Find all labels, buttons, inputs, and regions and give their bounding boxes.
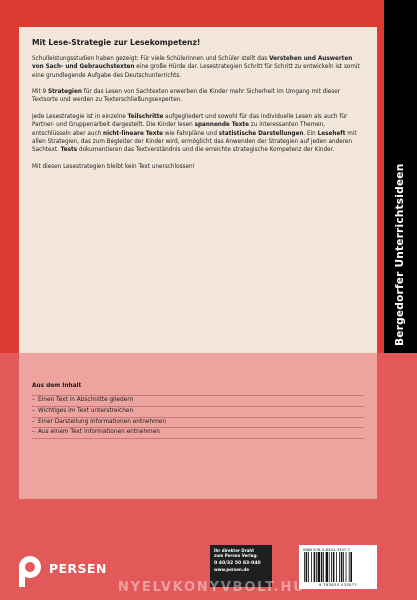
publisher-name: PERSEN (49, 561, 107, 576)
list-item (32, 427, 364, 439)
list-item (32, 406, 364, 417)
paragraph-4: Mit diesen Lesestrategien bleibt kein Text unerschlossen! (32, 163, 195, 170)
list-item-label: Einen Text in Abschnitte gliedern (38, 397, 134, 403)
list-item (32, 395, 364, 406)
order-line-2: zum Persen Verlag: (214, 553, 258, 558)
barcode-digits: 9 783834 433077 (318, 582, 358, 587)
isbn-text: ISBN 978-3-8344-3307-7 (303, 547, 351, 552)
barcode-icon (303, 552, 373, 582)
description-card (19, 27, 377, 353)
barcode-box (299, 545, 377, 589)
dash-icon: – (32, 407, 35, 414)
paragraph-3: Jede Lesestrategie ist in einzelne Teilschritte aufgegliedert und sowohl für das individuelle Lesen als auch für Partner- und Gruppenarbeit dargestellt. Die Kinder lesen spannende Texte zu interessanten Themen, entschlüsseln aber auch nicht-lineare Texte wie Fahrpläne und statistische Darstellungen. Ein Leseheft mit allen Strategien, das zum Begleiter der Kinder wird, ermöglicht das Anwenden der Strategien auf jeden anderen Sachtext. Tests dokumentieren das Textverständnis und die erreichte strategische Kompetenz der Kinder. (32, 114, 357, 154)
headline: Mit Lese-Strategie zur Lesekompetenz! (32, 38, 201, 47)
order-phone: 0 40/32 50 83-040 (214, 561, 261, 566)
paragraph-1: Schulleistungsstudien haben gezeigt: Für viele Schülerinnen und Schüler stellt das Verstehen und Auswerten von Sach- und Gebrauchstexten eine große Hürde dar. Lesestrategien Schritt für Schritt zu entwickeln ist somit eine grundlegende Aufgabe des Deutschunterrichts. (32, 56, 360, 79)
list-item-label: Wichtiges im Text unterstreichen (38, 407, 134, 414)
order-line-1: Ihr direkter Draht (214, 548, 255, 553)
paragraph-2: Mit 9 Strategien für das Lesen von Sachtexten erwerben die Kinder mehr Sicherheit im Umgang mit dieser Textsorte und werden zu Texterschließungsexperten. (32, 89, 341, 104)
dash-icon: – (32, 397, 35, 403)
contents-list (32, 395, 364, 439)
contents-title: Aus dem Inhalt (32, 383, 82, 389)
list-item (32, 417, 364, 428)
list-item-label: Aus einem Text Informationen entnehmen (38, 429, 160, 436)
contents-card (19, 353, 377, 499)
list-item-label: Einer Darstellung Informationen entnehmen (38, 418, 167, 425)
publisher-logo-icon (16, 555, 44, 589)
watermark: NYELVKONYVBOLT.HU (118, 580, 306, 595)
dash-icon: – (32, 429, 35, 436)
series-title: Bergedorfer Unterrichtsideen (394, 163, 406, 346)
dash-icon: – (32, 418, 35, 425)
order-web: www.persen.de (214, 567, 249, 572)
